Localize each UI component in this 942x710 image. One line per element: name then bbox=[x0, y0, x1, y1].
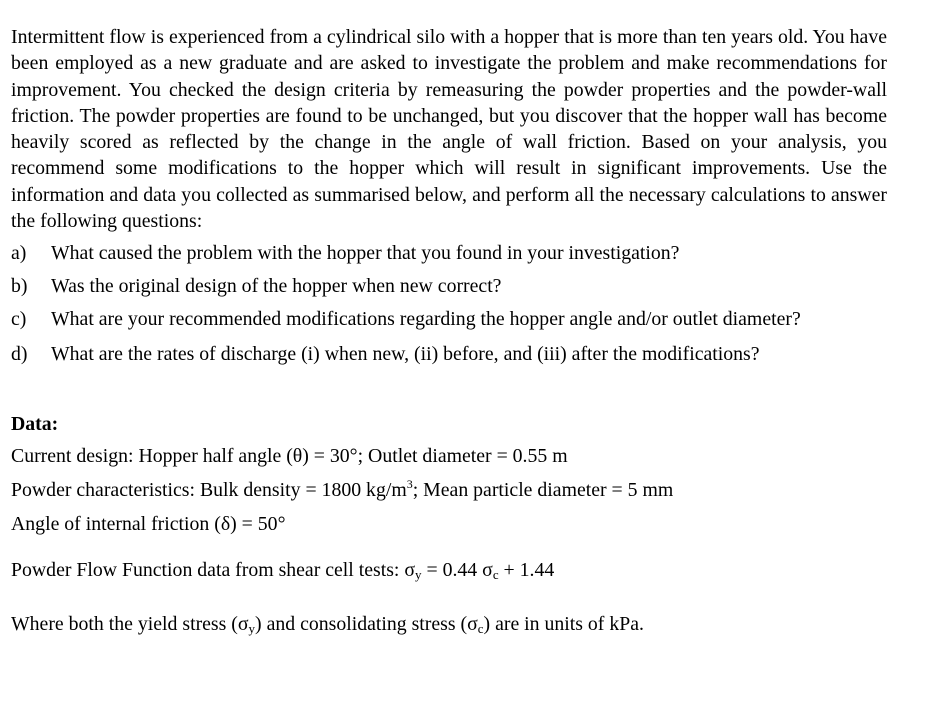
powder-line bbox=[11, 477, 887, 503]
friction-line bbox=[11, 511, 887, 537]
design-line bbox=[11, 443, 887, 469]
units-note-line bbox=[11, 611, 887, 637]
subscript-c: c bbox=[492, 567, 499, 583]
subscript-y: y bbox=[415, 567, 422, 583]
cubed-superscript: 3 bbox=[406, 477, 413, 492]
friction-text: Angle of internal friction (δ) = 50° bbox=[11, 513, 286, 536]
question-d bbox=[11, 341, 887, 367]
question-label: c) bbox=[11, 308, 27, 331]
powder-text-suffix: ; Mean particle diameter = 5 mm bbox=[412, 479, 674, 502]
question-a bbox=[11, 240, 887, 266]
question-list bbox=[11, 240, 887, 367]
problem-statement: Intermittent flow is experienced from a cylindrical silo with a hopper that is more than ten years old. You have been employed as a new graduate and are asked to investigate the problem and make recommendations for improvement. You checked the design criteria by remeasuring the powder properties and the powder-wall friction. The powder properties are found to be unchanged, but you discover that the hopper wall has become heavily scored as reflected by the change in the angle of wall friction. Based on your analysis, you recommend some modifications to the hopper which will result in significant improvements. Use the information and data you collected as summarised below, and perform all the necessary calculations to answer the following questions: bbox=[11, 26, 887, 233]
design-text: Current design: Hopper half angle (θ) = 30°; Outlet diameter = 0.55 m bbox=[11, 445, 568, 468]
units-text: Where both the yield stress (σ bbox=[11, 613, 249, 636]
powder-text: Powder characteristics: Bulk density = 1800 kg/m bbox=[11, 479, 407, 502]
flow-text-suffix: + 1.44 bbox=[498, 559, 555, 582]
question-text: What are your recommended modifications regarding the hopper angle and/or outlet diameter? bbox=[51, 308, 801, 331]
subscript-c: c bbox=[477, 621, 484, 637]
question-b bbox=[11, 273, 887, 299]
flow-text-mid: = 0.44 σ bbox=[421, 559, 493, 582]
question-c bbox=[11, 306, 887, 332]
document-page bbox=[11, 24, 887, 637]
flow-function-line bbox=[11, 557, 887, 583]
flow-text: Powder Flow Function data from shear cell tests: σ bbox=[11, 559, 416, 582]
question-text: What caused the problem with the hopper that you found in your investigation? bbox=[51, 242, 680, 265]
question-text: Was the original design of the hopper when new correct? bbox=[51, 275, 502, 298]
question-label: d) bbox=[11, 343, 28, 366]
question-label: b) bbox=[11, 275, 28, 298]
units-text-mid: ) and consolidating stress (σ bbox=[255, 613, 478, 636]
question-text: What are the rates of discharge (i) when new, (ii) before, and (iii) after the modifications? bbox=[51, 343, 760, 366]
data-heading: Data: bbox=[11, 413, 59, 436]
subscript-y: y bbox=[248, 621, 256, 637]
units-text-suffix: ) are in units of kPa. bbox=[483, 613, 644, 636]
question-label: a) bbox=[11, 242, 27, 265]
